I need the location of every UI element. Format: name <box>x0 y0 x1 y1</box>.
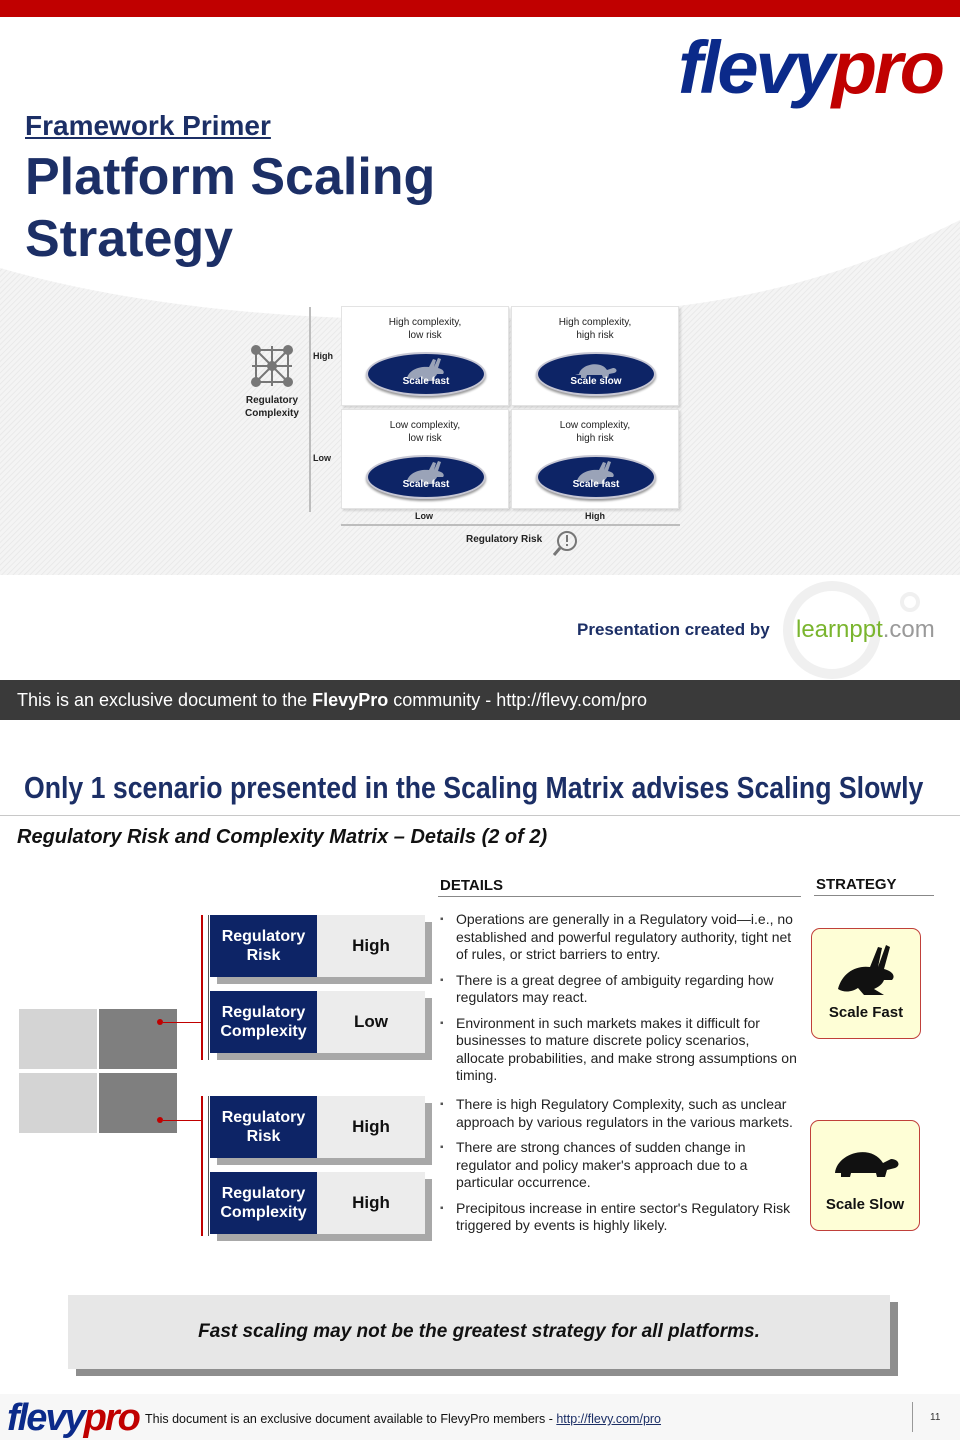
criteria-label: Regulatory Risk <box>210 1096 317 1158</box>
detail-bullet: ▪ Precipitous increase in entire sector's Regulatory Risk triggered by events is highly likely. <box>440 1200 798 1235</box>
strategy-card-scale-slow <box>810 1120 920 1231</box>
learnppt-logo: learnppt.com <box>796 616 935 643</box>
matrix-cell-low-complexity-low-risk: Low complexity, low risk Scale fast <box>341 409 509 509</box>
details-list <box>440 1096 798 1243</box>
x-low-label: Low <box>415 511 433 521</box>
headline-divider <box>0 815 960 816</box>
strategy-card-scale-fast <box>811 928 921 1039</box>
magnifier-alert-icon <box>552 529 580 557</box>
group-bracket-inner <box>208 1096 209 1236</box>
matrix-cell-high-complexity-low-risk: High complexity, low risk Scale fast <box>341 306 509 406</box>
complexity-network-icon <box>248 342 296 390</box>
strategy-header-rule <box>814 895 934 896</box>
details-header: DETAILS <box>440 877 504 894</box>
criteria-row <box>210 1172 425 1234</box>
slide-headline: Only 1 scenario presented in the Scaling Matrix advises Scaling Slowly <box>24 770 924 805</box>
detail-bullet: ▪ There are strong chances of sudden change in regulator and policy maker's approach due to a particular occurrence. <box>440 1139 798 1192</box>
flevypro-link[interactable]: http://flevy.com/pro <box>556 1412 662 1426</box>
y-low-label: Low <box>313 453 331 463</box>
rabbit-icon <box>834 943 900 999</box>
group-bracket-inner <box>208 915 209 1060</box>
criteria-row <box>210 915 425 977</box>
x-high-label: High <box>585 511 605 521</box>
criteria-value: High <box>317 1096 425 1158</box>
footer-flevypro-logo: flevypro <box>7 1397 139 1439</box>
detail-bullet: ▪ Operations are generally in a Regulatory void—i.e., no established and powerful regulatory authority, tight net of rules, or strict barriers to entry. <box>440 911 798 964</box>
slide-subtitle: Regulatory Risk and Complexity Matrix – Details (2 of 2) <box>17 826 548 848</box>
criteria-row <box>210 1096 425 1158</box>
top-accent-bar <box>0 0 960 17</box>
grid-square-bottom-left <box>19 1073 97 1133</box>
criteria-label: Regulatory Complexity <box>210 1172 317 1234</box>
y-high-label: High <box>313 351 333 361</box>
detail-bullet: ▪ There is high Regulatory Complexity, such as unclear approach by various regulators in the various markets. <box>440 1096 798 1131</box>
y-axis-line <box>309 307 311 512</box>
strategy-pill: Scale fast <box>366 455 486 499</box>
group-bracket <box>201 915 203 1060</box>
y-axis-title: Regulatory Complexity <box>245 395 299 419</box>
details-list <box>440 911 798 1093</box>
strategy-pill: Scale fast <box>366 352 486 396</box>
details-slide <box>0 720 960 1440</box>
detail-bullet: ▪ There is a great degree of ambiguity regarding how regulators may react. <box>440 972 798 1007</box>
connector-line <box>163 1022 201 1023</box>
matrix-cell-low-complexity-high-risk: Low complexity, high risk Scale fast <box>511 409 679 509</box>
x-axis-line <box>341 524 680 526</box>
criteria-label: Regulatory Risk <box>210 915 317 977</box>
criteria-value: High <box>317 915 425 977</box>
cover-title: Platform Scaling Strategy <box>25 148 436 268</box>
footer-separator <box>912 1402 913 1432</box>
takeaway-callout: Fast scaling may not be the greatest strategy for all platforms. <box>68 1295 890 1369</box>
page-number: 11 <box>930 1412 941 1423</box>
strategy-pill: Scale slow <box>536 352 656 396</box>
x-axis-title: Regulatory Risk <box>466 534 543 545</box>
connector-line <box>163 1120 201 1121</box>
exclusive-banner: This is an exclusive document to the FlevyPro community - http://flevy.com/pro <box>0 680 960 720</box>
grid-square-top-left <box>19 1009 97 1069</box>
footer-notice: This document is an exclusive document available to FlevyPro members - http://flevy.com/pro <box>145 1412 662 1426</box>
criteria-row <box>210 991 425 1053</box>
credit-text: Presentation created by <box>577 620 770 639</box>
strategy-header: STRATEGY <box>816 876 897 893</box>
slide-footer <box>0 1394 960 1440</box>
criteria-value: Low <box>317 991 425 1053</box>
grid-square-top-right <box>99 1009 177 1069</box>
detail-bullet: ▪ Environment in such markets makes it difficult for businesses to mature discrete policy scenarios, allocate probabilities, and make strong assumptions on timing. <box>440 1015 798 1085</box>
strategy-label: Scale Slow <box>825 1196 905 1213</box>
strategy-pill: Scale fast <box>536 455 656 499</box>
turtle-icon <box>829 1139 903 1189</box>
flevypro-logo: flevypro <box>678 26 942 109</box>
criteria-label: Regulatory Complexity <box>210 991 317 1053</box>
details-header-rule <box>438 896 801 897</box>
group-bracket <box>201 1096 203 1236</box>
criteria-value: High <box>317 1172 425 1234</box>
strategy-label: Scale Fast <box>828 1004 904 1021</box>
matrix-cell-high-complexity-high-risk: High complexity, high risk Scale slow <box>511 306 679 406</box>
kicker-label: Framework Primer <box>25 110 271 141</box>
grid-square-bottom-right <box>99 1073 177 1133</box>
